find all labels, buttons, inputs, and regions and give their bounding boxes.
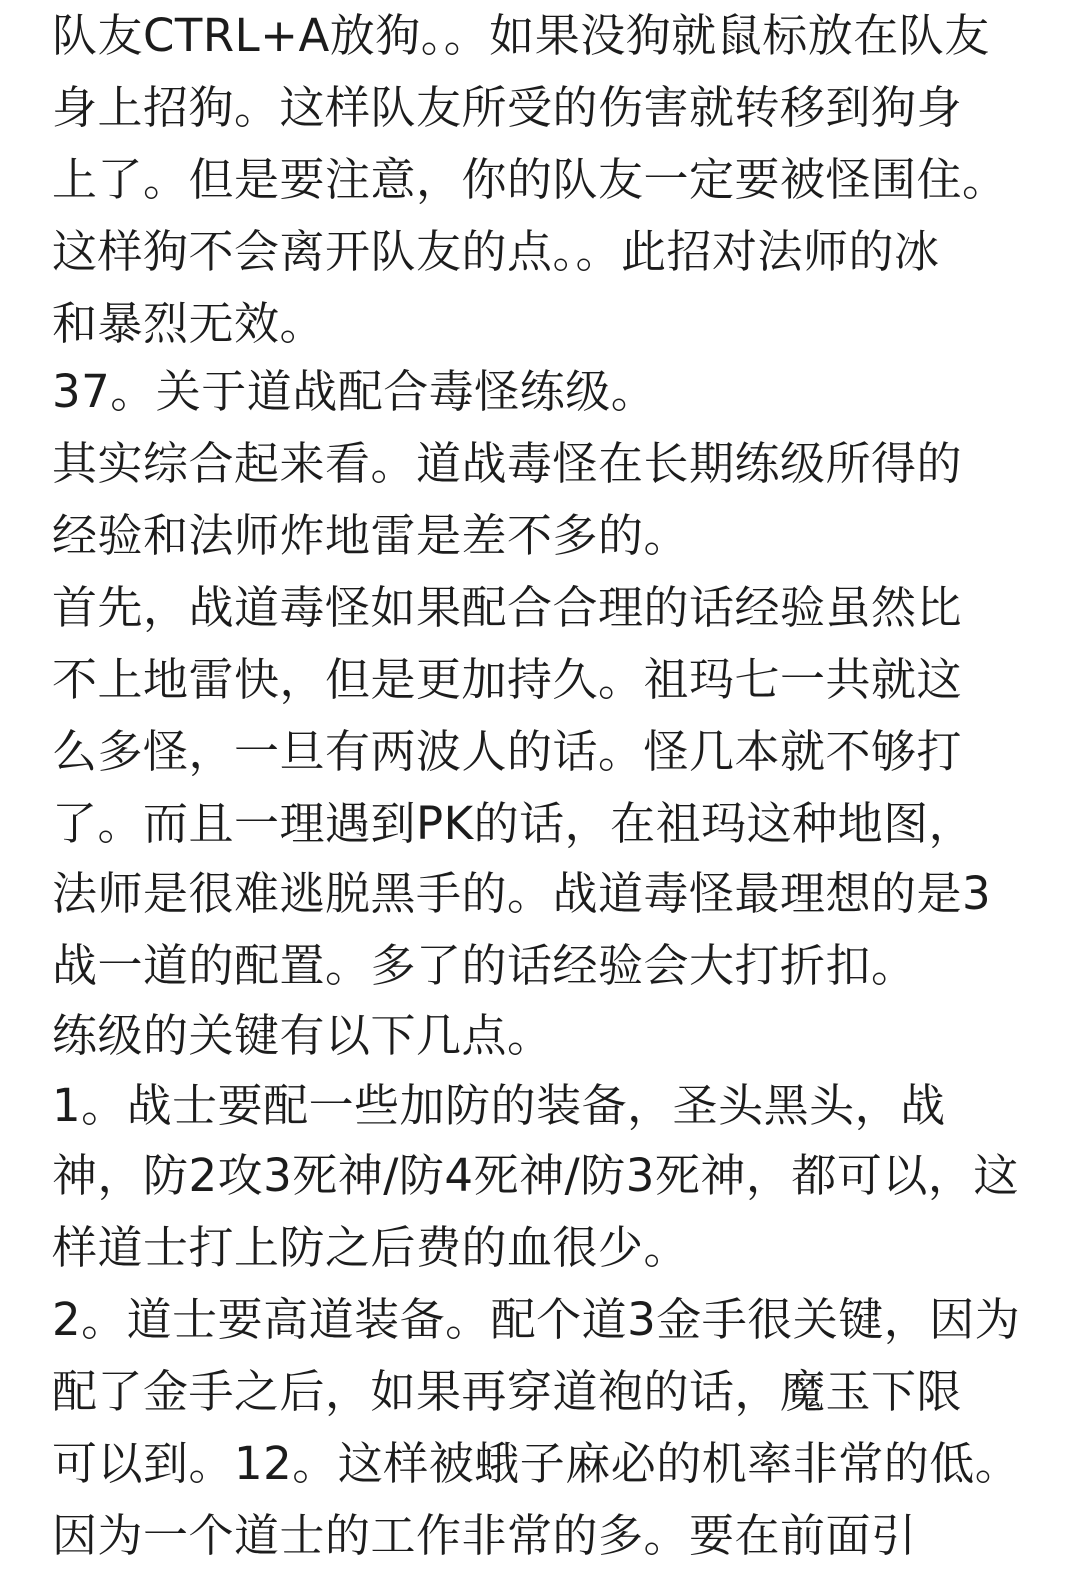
text-line: 这样狗不会离开队友的点。。此招对法师的冰 bbox=[52, 225, 940, 278]
text-line: 样道士打上防之后费的血很少。 bbox=[52, 1221, 690, 1274]
text-line: 可以到。12。这样被蛾子麻必的机率非常的低。 bbox=[52, 1437, 1021, 1490]
text-line: 经验和法师炸地雷是差不多的。 bbox=[52, 509, 690, 562]
text-line: 上了。但是要注意，你的队友一定要被怪围住。 bbox=[52, 153, 1008, 206]
text-line: 和暴烈无效。 bbox=[52, 297, 326, 350]
text-line: 不上地雷快，但是更加持久。祖玛七一共就这 bbox=[52, 653, 963, 706]
text-line: 配了金手之后，如果再穿道袍的话，魔玉下限 bbox=[52, 1365, 963, 1418]
text-line: 么多怪，一旦有两波人的话。怪几本就不够打 bbox=[52, 725, 963, 778]
text-line: 了。而且一理遇到PK的话，在祖玛这种地图， bbox=[52, 797, 975, 850]
section-heading: 37。关于道战配合毒怪练级。 bbox=[52, 365, 657, 418]
text-line-partial: 因为一个道士的工作非常的多。要在前面引 bbox=[52, 1509, 917, 1562]
list-item: 1。战士要配一些加防的装备，圣头黑头，战 bbox=[52, 1079, 946, 1132]
text-line: 首先，战道毒怪如果配合合理的话经验虽然比 bbox=[52, 581, 963, 634]
text-line: 法师是很难逃脱黑手的。战道毒怪最理想的是3 bbox=[52, 867, 992, 920]
text-line: 战一道的配置。多了的话经验会大打折扣。 bbox=[52, 939, 917, 992]
text-line: 神，防2攻3死神/防4死神/防3死神，都可以，这 bbox=[52, 1149, 1019, 1202]
text-line: 练级的关键有以下几点。 bbox=[52, 1009, 553, 1062]
text-line: 队友CTRL+A放狗。。如果没狗就鼠标放在队友 bbox=[52, 9, 990, 62]
text-line: 其实综合起来看。道战毒怪在长期练级所得的 bbox=[52, 437, 963, 490]
list-item: 2。道士要高道装备。配个道3金手很关键，因为 bbox=[52, 1293, 1021, 1346]
text-line: 身上招狗。这样队友所受的伤害就转移到狗身 bbox=[52, 81, 963, 134]
